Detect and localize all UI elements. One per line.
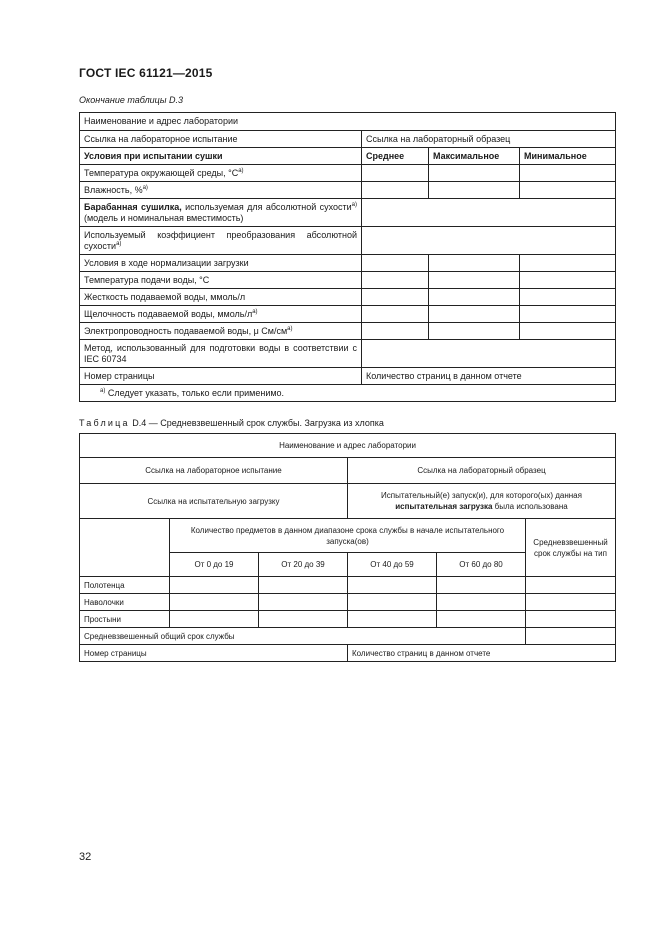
row-label: Барабанная сушилка, используемая для абсолютной сухости$^{a)}$ (модель и номинальная вместимость)	[80, 199, 362, 227]
value-cell	[429, 289, 520, 306]
row-label: Используемый коэффициент преобразования абсолютной сухости$^{a)}$	[80, 227, 362, 255]
row-label: Условия в ходе нормализации загрузки	[80, 255, 362, 272]
item-label: Наволочки	[80, 594, 170, 611]
value-cell	[170, 594, 259, 611]
value-cell	[170, 577, 259, 594]
value-cell	[526, 628, 616, 645]
value-cell	[520, 272, 616, 289]
value-cell	[170, 611, 259, 628]
value-cell	[362, 272, 429, 289]
value-cell	[362, 199, 616, 227]
value-cell	[437, 577, 526, 594]
test-ref-cell: Ссылка на лабораторное испытание	[80, 458, 348, 484]
runs-cell: Испытательный(е) запуск(и), для которого(ых) данная испытательная загрузка была использована	[348, 484, 616, 519]
value-cell	[362, 306, 429, 323]
value-cell	[526, 611, 616, 628]
range-header: От 40 до 59	[348, 553, 437, 577]
load-ref-cell: Ссылка на испытательную загрузку	[80, 484, 348, 519]
value-cell	[348, 594, 437, 611]
row-label: Метод, использованный для подготовки воды в соответствии с IEC 60734	[80, 340, 362, 368]
table-d3-caption: Окончание таблицы D.3	[79, 95, 183, 105]
lab-name-cell: Наименование и адрес лаборатории	[80, 113, 616, 131]
value-cell	[429, 272, 520, 289]
value-cell	[362, 227, 616, 255]
value-cell	[520, 323, 616, 340]
sample-ref-cell: Ссылка на лабораторный образец	[348, 458, 616, 484]
col-conditions: Условия при испытании сушки	[80, 148, 362, 165]
value-cell	[348, 577, 437, 594]
table-d3	[79, 112, 616, 402]
avg-header: Средневзвешенный срок службы на тип	[526, 519, 616, 577]
value-cell	[520, 165, 616, 182]
row-label: Влажность, %$^{a)}$	[80, 182, 362, 199]
row-label: Щелочность подаваемой воды, ммоль/$л^{a)}$	[80, 306, 362, 323]
page-number-cell: Номер страницы	[80, 368, 362, 385]
col-max: Максимальное	[429, 148, 520, 165]
value-cell	[520, 255, 616, 272]
range-header: От 20 до 39	[259, 553, 348, 577]
page-number: 32	[79, 851, 92, 863]
value-cell	[429, 306, 520, 323]
value-cell	[259, 594, 348, 611]
blank-header-cell	[80, 519, 170, 577]
value-cell	[437, 611, 526, 628]
value-cell	[362, 323, 429, 340]
sample-ref-cell: Ссылка на лабораторный образец	[362, 131, 616, 148]
value-cell	[429, 255, 520, 272]
value-cell	[362, 165, 429, 182]
value-cell	[348, 611, 437, 628]
value-cell	[429, 323, 520, 340]
value-cell	[429, 182, 520, 199]
overall-label: Средневзвешенный общий срок службы	[80, 628, 526, 645]
table-d4-caption: Таблица D.4 — Средневзвешенный срок службы. Загрузка из хлопка	[79, 418, 384, 428]
value-cell	[259, 577, 348, 594]
value-cell	[520, 182, 616, 199]
row-label: Температура окружающей среды, $^\circ С^{a)}$	[80, 165, 362, 182]
col-avg: Среднее	[362, 148, 429, 165]
lab-name-cell: Наименование и адрес лаборатории	[80, 434, 616, 458]
value-cell	[526, 577, 616, 594]
page-number-cell: Номер страницы	[80, 645, 348, 662]
value-cell	[437, 594, 526, 611]
value-cell	[520, 306, 616, 323]
test-ref-cell: Ссылка на лабораторное испытание	[80, 131, 362, 148]
row-label: Температура подачи воды, °С	[80, 272, 362, 289]
table-d4	[79, 433, 616, 662]
item-label: Полотенца	[80, 577, 170, 594]
range-header: От 60 до 80	[437, 553, 526, 577]
value-cell	[429, 165, 520, 182]
count-header: Количество предметов в данном диапазоне срока службы в начале испытательного запуска(ов)	[170, 519, 526, 553]
document-header: ГОСТ IEC 61121—2015	[79, 66, 213, 80]
pages-count-cell: Количество страниц в данном отчете	[362, 368, 616, 385]
value-cell	[362, 340, 616, 368]
value-cell	[362, 255, 429, 272]
table-note: $^{а)}$ Следует указать, только если применимо.	[80, 385, 616, 402]
value-cell	[362, 182, 429, 199]
item-label: Простыни	[80, 611, 170, 628]
value-cell	[259, 611, 348, 628]
row-label: Электропроводность подаваемой воды, μ $См/см^{a)}$	[80, 323, 362, 340]
col-min: Минимальное	[520, 148, 616, 165]
range-header: От 0 до 19	[170, 553, 259, 577]
value-cell	[526, 594, 616, 611]
value-cell	[362, 289, 429, 306]
value-cell	[520, 289, 616, 306]
row-label: Жесткость подаваемой воды, ммоль/л	[80, 289, 362, 306]
pages-count-cell: Количество страниц в данном отчете	[348, 645, 616, 662]
